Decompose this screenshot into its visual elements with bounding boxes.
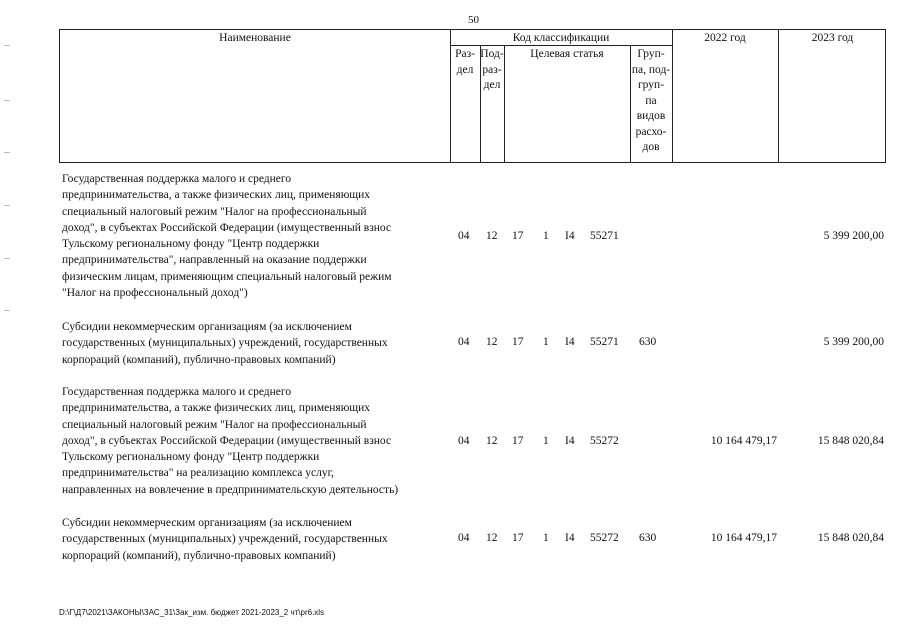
target-part-4: 55272 [590,435,619,447]
row-name: Государственная поддержка малого и среднего предпринимательства, а также физических лиц, применяющих специальный налоговый режим "Налог на профессиональный доход", в субъектах Российской Федерации (имущественный взнос Тульскому региональному фонду "Центр поддержки предпринимательства", направленный на оказание поддержки физическим лицам, применяющим специальный налоговый режим "Налог на профессиональный доход") [62,173,392,300]
row-name: Государственная поддержка малого и среднего предпринимательства, а также физических лиц, применяющих специальный налоговый режим "Налог на профессиональный доход", в субъектах Российской Федерации (имущественный взнос Тульскому региональному фонду "Центр поддержки предпринимательства" на реализацию комплекса услуг, направленных на вовлечение в предпринимательскую деятельность) [62,386,399,496]
target-part-2: 1 [543,435,549,447]
target-part-3: I4 [565,230,575,242]
header-podrazdel: Под- раз- дел [480,48,504,91]
target-part-1: 17 [512,435,524,447]
target-part-4: 55271 [590,230,619,242]
target-part-1: 17 [512,230,524,242]
divider [672,30,673,162]
amount-2022: 10 164 479,17 [710,435,777,447]
target-part-4: 55272 [590,532,619,544]
amount-2023: 15 848 020,84 [817,532,884,544]
razdel-cell: 04 [458,435,470,447]
razdel-cell: 04 [458,532,470,544]
target-part-2: 1 [543,336,549,348]
target-part-4: 55271 [590,336,619,348]
scan-mark [4,45,10,46]
target-part-2: 1 [543,230,549,242]
target-part-3: I4 [565,336,575,348]
target-part-1: 17 [512,532,524,544]
podrazdel-cell: 12 [486,336,498,348]
header-razdel: Раз- дел [455,48,475,76]
razdel-cell: 04 [458,336,470,348]
divider [504,45,505,162]
target-part-3: I4 [565,435,575,447]
scan-mark [4,258,10,259]
header-name: Наименование [219,32,291,44]
group-cell: 630 [639,336,657,348]
row-name: Субсидии некоммерческим организациям (за исключением государственных (муниципальных) учреждений, государственных корпораций (компаний), публично-правовых компаний) [62,321,388,366]
scan-mark [4,205,10,206]
group-cell: 630 [639,532,657,544]
amount-2023: 15 848 020,84 [817,435,884,447]
scan-mark [4,152,10,153]
amount-2023: 5 399 200,00 [823,230,884,242]
target-part-1: 17 [512,336,524,348]
file-path-footer: D:\Г\Д7\2021\ЗАКОНЫ\ЗАС_31\Зак_изм. бюджет 2021-2023_2 чт\pr6.xls [59,608,325,617]
divider [778,30,779,162]
table-header [59,29,886,163]
target-part-2: 1 [543,532,549,544]
target-part-3: I4 [565,532,575,544]
header-code: Код классификации [512,32,610,44]
page-number: 50 [468,14,479,26]
podrazdel-cell: 12 [486,230,498,242]
podrazdel-cell: 12 [486,532,498,544]
header-target-article: Целевая статья [530,48,604,60]
header-group: Груп- па, под- груп- па видов расхо- дов [631,48,671,153]
header-year-2023: 2023 год [811,32,854,44]
header-year-2022: 2022 год [704,32,746,44]
row-name: Субсидии некоммерческим организациям (за исключением государственных (муниципальных) учреждений, государственных корпораций (компаний), публично-правовых компаний) [62,517,388,562]
razdel-cell: 04 [458,230,470,242]
amount-2022: 10 164 479,17 [710,532,777,544]
amount-2023: 5 399 200,00 [823,336,884,348]
scan-mark [4,100,10,101]
scan-mark [4,310,10,311]
podrazdel-cell: 12 [486,435,498,447]
